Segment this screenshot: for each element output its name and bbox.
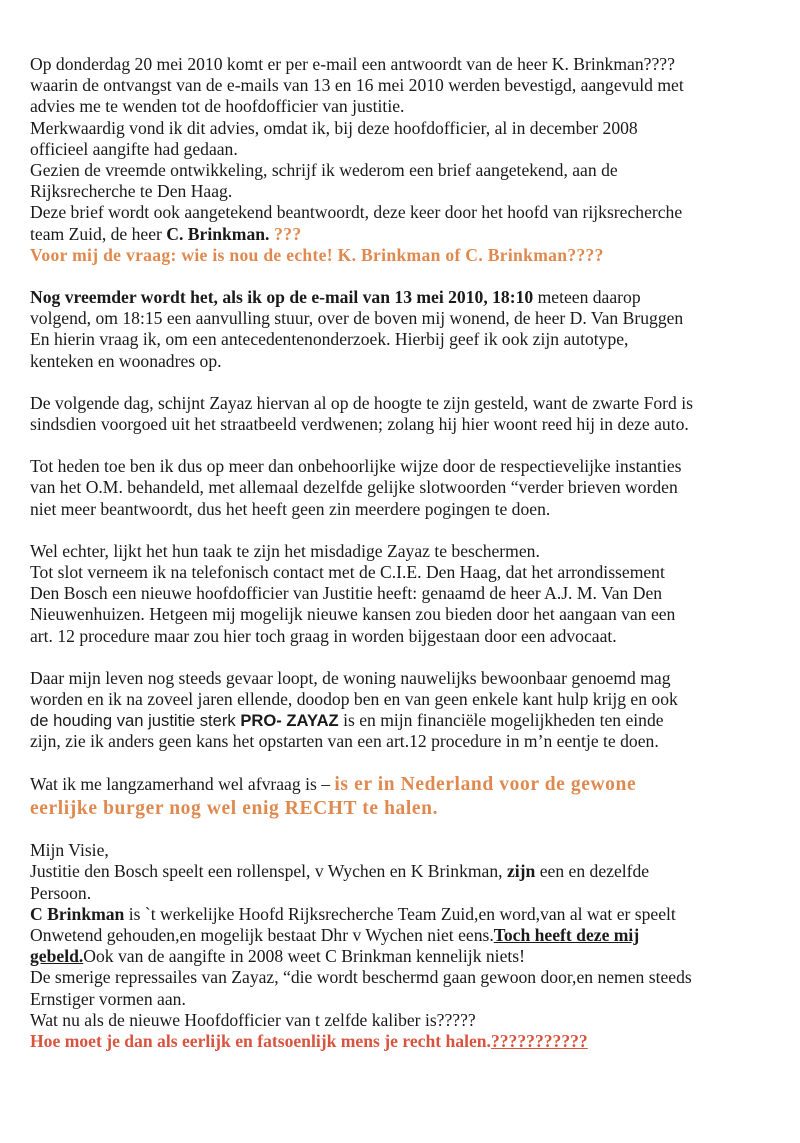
text-line: worden en ik na zoveel jaren ellende, doodop ben en van geen enkele kant hulp krijg en ook: [30, 689, 678, 710]
highlighted-question: eerlijke burger nog wel enig RECHT te halen.: [30, 797, 439, 819]
bold-phrase: PRO- ZAYAZ: [240, 711, 339, 731]
paragraph-1: [30, 54, 774, 266]
text-line: Den Bosch een nieuwe hoofdofficier van Justitie heeft: genaamd de heer A.J. M. Van Den: [30, 583, 663, 604]
text-line: [30, 946, 774, 967]
bold-name: C Brinkman: [30, 903, 125, 924]
text-line: van het O.M. behandeld, met allemaal dezelfde gelijke slotwoorden “verder brieven worden: [30, 477, 678, 498]
text-span: meteen daarop: [533, 287, 641, 308]
text-line: Tot heden toe ben ik dus op meer dan onbehoorlijke wijze door de respectievelijke instanties: [30, 456, 682, 477]
text-line: zijn, zie ik anders geen kans het opstarten van een art.12 procedure in m’n eentje te doen.: [30, 731, 659, 752]
text-line: kenteken en woonadres op.: [30, 350, 222, 371]
bold-phrase: Nog vreemder wordt het, als ik op de e-mail van 13 mei 2010, 18:10: [30, 287, 534, 308]
text-span: team Zuid, de heer: [30, 223, 167, 244]
underlined-bold-phrase: Toch heeft deze mij: [493, 924, 640, 945]
text-line: Mijn Visie,: [30, 840, 109, 861]
text-line: Rijksrecherche te Den Haag.: [30, 181, 233, 202]
bold-word: zijn: [506, 861, 536, 882]
text-line: [30, 224, 774, 245]
text-line: Deze brief wordt ook aangetekend beantwoordt, deze keer door het hoofd van rijksrecherche: [30, 202, 683, 223]
text-line: Daar mijn leven nog steeds gevaar loopt, de woning nauwelijks bewoonbaar genoemd mag: [30, 667, 671, 688]
text-span: Wat ik me langzamerhand wel afvraag is –: [30, 773, 335, 794]
text-line: art. 12 procedure maar zou hier toch graag in worden bijgestaan door een advocaat.: [30, 625, 617, 646]
underlined-bold-phrase: gebeld.: [30, 946, 84, 967]
text-line: [30, 904, 774, 925]
paragraph-5: [30, 541, 774, 647]
text-span: Onwetend gehouden,en mogelijk bestaat Dhr v Wychen niet eens.: [30, 924, 494, 945]
text-line: [30, 925, 774, 946]
text-line: De smerige repressailes van Zayaz, “die wordt beschermd gaan gewoon door,en nemen steeds: [30, 967, 692, 988]
text-line: Gezien de vreemde ontwikkeling, schrijf ik wederom een brief aangetekend, aan de: [30, 160, 618, 181]
text-line: [30, 861, 774, 882]
paragraph-8: [30, 840, 774, 1052]
paragraph-3: [30, 393, 774, 435]
text-span: de houding van justitie sterk: [30, 711, 241, 731]
text-line: Wat nu als de nieuwe Hoofdofficier van t zelfde kaliber is?????: [30, 1009, 476, 1030]
paragraph-2: [30, 287, 774, 372]
text-line: Merkwaardig vond ik dit advies, omdat ik, bij deze hoofdofficier, al in december 2008: [30, 117, 638, 138]
text-span: is `t werkelijke Hoofd Rijksrecherche Team Zuid,en word,van al wat er speelt: [124, 903, 676, 924]
text-line: Ernstiger vormen aan.: [30, 988, 186, 1009]
question-marks: ???????????: [490, 1030, 588, 1051]
text-line: volgend, om 18:15 een aanvulling stuur, over de boven mij wonend, de heer D. Van Bruggen: [30, 308, 684, 329]
text-span: is en mijn financiële mogelijkheden ten einde: [338, 710, 664, 731]
text-line: Tot slot verneem ik na telefonisch contact met de C.I.E. Den Haag, dat het arrondissement: [30, 562, 665, 583]
paragraph-4: [30, 456, 774, 520]
text-line: sindsdien voorgoed uit het straatbeeld verdwenen; zolang hij hier woont reed hij in deze auto.: [30, 414, 689, 435]
text-line: waarin de ontvangst van de e-mails van 13 en 16 mei 2010 werden bevestigd, aangevuld met: [30, 75, 684, 96]
text-line: officieel aangifte had gedaan.: [30, 138, 238, 159]
bold-name: C. Brinkman.: [166, 223, 270, 244]
question-marks: ???: [269, 223, 302, 244]
text-line: niet meer beantwoordt, dus het heeft geen zin meerdere pogingen te doen.: [30, 498, 551, 519]
paragraph-7: [30, 774, 774, 819]
text-line: De volgende dag, schijnt Zayaz hiervan al op de hoogte te zijn gesteld, want de zwarte Ford is: [30, 392, 693, 413]
highlighted-question: is er in Nederland voor de gewone: [334, 773, 637, 795]
text-line: Persoon.: [30, 882, 92, 903]
highlighted-question: Voor mij de vraag: wie is nou de echte! K. Brinkman of C. Brinkman????: [30, 244, 604, 265]
text-line: advies me te wenden tot de hoofdofficier van justitie.: [30, 96, 405, 117]
paragraph-6: [30, 668, 774, 753]
text-line: En hierin vraag ik, om een antecedentenonderzoek. Hierbij geef ik ook zijn autotype,: [30, 329, 629, 350]
text-span: Justitie den Bosch speelt een rollenspel, v Wychen en K Brinkman,: [30, 861, 507, 882]
text-line: Wel echter, lijkt het hun taak te zijn het misdadige Zayaz te beschermen.: [30, 540, 540, 561]
text-line: [30, 1031, 774, 1052]
text-line: Op donderdag 20 mei 2010 komt er per e-mail een antwoordt van de heer K. Brinkman????: [30, 54, 675, 74]
text-line: Nieuwenhuizen. Hetgeen mij mogelijk nieuwe kansen zou bieden door het aangaan van een: [30, 604, 676, 625]
text-span: een en dezelfde: [535, 861, 650, 882]
text-line: [30, 774, 774, 795]
text-line: [30, 710, 774, 731]
closing-question: Hoe moet je dan als eerlijk en fatsoenlijk mens je recht halen.: [30, 1030, 491, 1051]
text-line: [30, 287, 774, 308]
text-span: Ook van de aangifte in 2008 weet C Brinkman kennelijk niets!: [83, 946, 525, 967]
